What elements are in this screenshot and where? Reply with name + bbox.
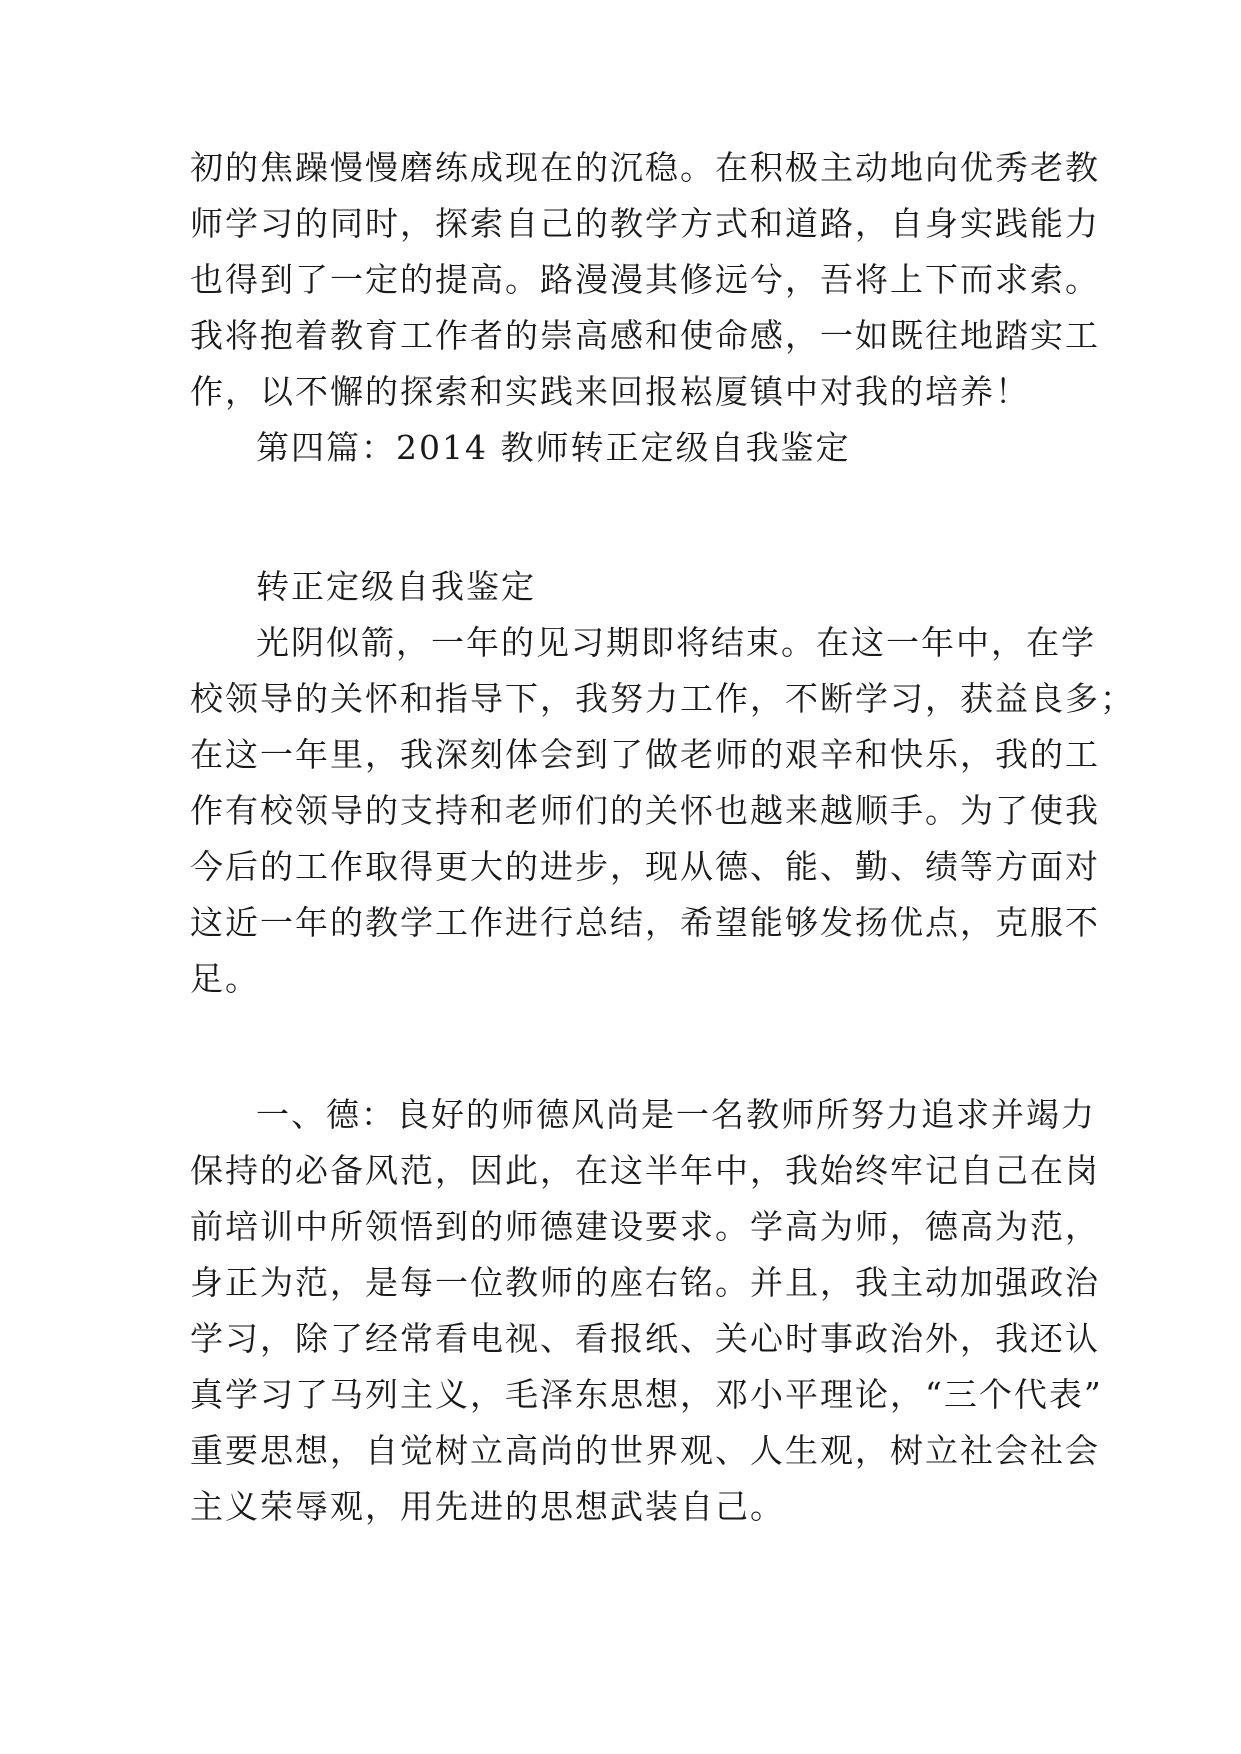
- body-line: 足。: [190, 959, 260, 998]
- body-line: 作有校领导的支持和老师们的关怀也越来越顺手。为了使我: [190, 791, 1100, 830]
- body-line: 光阴似箭，一年的见习期即将结束。在这一年中，在学: [256, 623, 1096, 662]
- body-line: 也得到了一定的提高。路漫漫其修远兮，吾将上下而求索。: [190, 260, 1100, 299]
- body-line: 重要思想，自觉树立高尚的世界观、人生观，树立社会社会: [190, 1431, 1100, 1470]
- body-line: 主义荣辱观，用先进的思想武装自己。: [190, 1487, 785, 1526]
- body-line: 在这一年里，我深刻体会到了做老师的艰辛和快乐，我的工: [190, 735, 1100, 774]
- body-line: 一、德：良好的师德风尚是一名教师所努力追求并竭力: [256, 1095, 1096, 1134]
- body-line: 前培训中所领悟到的师德建设要求。学高为师，德高为范，: [190, 1207, 1100, 1246]
- body-line: 今后的工作取得更大的进步，现从德、能、勤、绩等方面对: [190, 847, 1100, 886]
- body-line: 学习，除了经常看电视、看报纸、关心时事政治外，我还认: [190, 1319, 1100, 1358]
- body-line: 初的焦躁慢慢磨练成现在的沉稳。在积极主动地向优秀老教: [190, 148, 1100, 187]
- body-line: 真学习了马列主义，毛泽东思想，邓小平理论，“三个代表”: [190, 1375, 1103, 1414]
- body-line: 师学习的同时，探索自己的教学方式和道路，自身实践能力: [190, 204, 1100, 243]
- document-title: 转正定级自我鉴定: [256, 567, 536, 606]
- body-line: 这近一年的教学工作进行总结，希望能够发扬优点，克服不: [190, 903, 1100, 942]
- body-line: 保持的必备风范，因此，在这半年中，我始终牢记自己在岗: [190, 1151, 1100, 1190]
- body-line: 校领导的关怀和指导下，我努力工作，不断学习，获益良多；: [190, 679, 1135, 718]
- body-line: 身正为范，是每一位教师的座右铭。并且，我主动加强政治: [190, 1263, 1100, 1302]
- body-line: 作，以不懈的探索和实践来回报崧厦镇中对我的培养！: [190, 372, 1030, 411]
- section-heading: 第四篇：2014 教师转正定级自我鉴定: [256, 428, 851, 467]
- body-line: 我将抱着教育工作者的崇高感和使命感，一如既往地踏实工: [190, 316, 1100, 355]
